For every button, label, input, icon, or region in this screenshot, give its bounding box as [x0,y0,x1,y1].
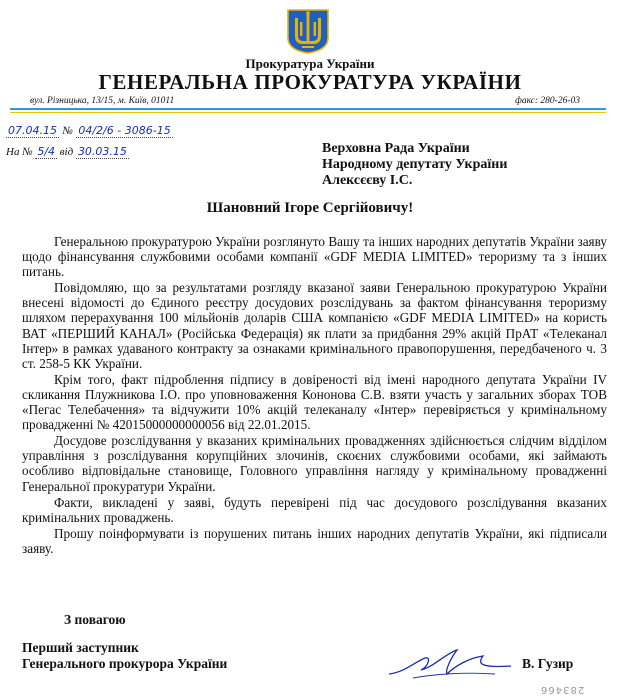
body-paragraph: Повідомляю, що за результатами розгляду вказаної заяви Генеральною прокуратурою України внесені відомості до Єдиного реєстру досудових розслідувань за фактом фінансування тероризму шляхом перерахування 100 мільйонів доларів США компанією «GDF MEDIA LIMITED» на користь ВАТ «ПЕРШИЙ КАНАЛ» (Російська Федерація) як плати за придбання 29% акцій ПрАТ «Телеканал Інтер» в рамках удаваного контракту за ознаками кримінального правопорушення, передбаченого ч. 3 ст. 258-5 КК України. [22,280,607,371]
org-title: ГЕНЕРАЛЬНА ПРОКУРАТУРА УКРАЇНИ [98,70,522,94]
closing: З повагою [64,612,126,627]
org-fax: факс: 280-26-03 [515,96,580,106]
header-rule-yellow [10,112,606,113]
outgoing-number: 04/2/6 - 3086-15 [78,124,171,137]
org-subtitle: Прокуратура України [245,56,375,71]
body-paragraph: Факти, викладені у заяві, будуть перевірені під час досудового розслідування вказаних кримінальних проваджень. [22,494,607,525]
signer-title-line-2: Генерального прокурора України [22,656,228,671]
recipient-line-1: Верховна Рада України [322,141,470,156]
outgoing-date: 07.04.15 [8,124,57,137]
incoming-label: На № [6,146,33,158]
incoming-date: 30.03.15 [77,145,127,158]
recipient-line-3: Алексєєву І.С. [322,173,413,188]
trident-coat-of-arms-icon [286,8,330,54]
incoming-reference [6,145,129,158]
header-rule-blue [10,108,606,110]
org-address: вул. Різницька, 13/15, м. Київ, 01011 [30,96,175,106]
recipient-block [322,141,507,189]
outgoing-registration [6,124,173,137]
body-paragraph: Генеральною прокуратурою України розглянуто Вашу та інших народних депутатів України заяву щодо фінансування службовими особами компанії «GDF MEDIA LIMITED» тероризму та з інших питань. [22,234,607,280]
incoming-date-label: від [59,146,74,158]
recipient-line-2: Народному депутату України [322,157,508,172]
body-paragraph: Прошу поінформувати із порушених питань інших народних депутатів України, які підписали заяву. [22,525,607,556]
salutation: Шановний Ігоре Сергійовичу! [206,200,414,216]
signer-title-line-1: Перший заступник [22,640,139,655]
handwritten-signature-icon [385,644,515,684]
outgoing-number-label: № [62,125,73,137]
body-paragraph: Крім того, факт підроблення підпису в довіреності від імені народного депутата України IV скликання Плужникова І.О. про уповноваження Кононова С.В. взяти участь у загальних зборах ТОВ «Пегас Телебачення» та відчужити 10% акцій телеканалу «Інтер» перевіряється у кримінальному провадженні № 42015000000000056 від 22.01.2015. [22,371,607,433]
registration-stamp-number: 283466 [540,684,585,695]
signer-name: В. Гузир [522,656,574,671]
signer-title [22,640,227,672]
letter-body [22,234,607,557]
incoming-number: 5/4 [37,145,56,158]
body-paragraph: Досудове розслідування у вказаних кримінальних провадженнях здійснюється слідчим відділом управління з розслідування корупційних злочинів, скоєних службовими особами, які займають особливо відповідальне становище, Головного управління нагляду у кримінальному провадженні Генеральної прокуратури України. [22,433,607,494]
